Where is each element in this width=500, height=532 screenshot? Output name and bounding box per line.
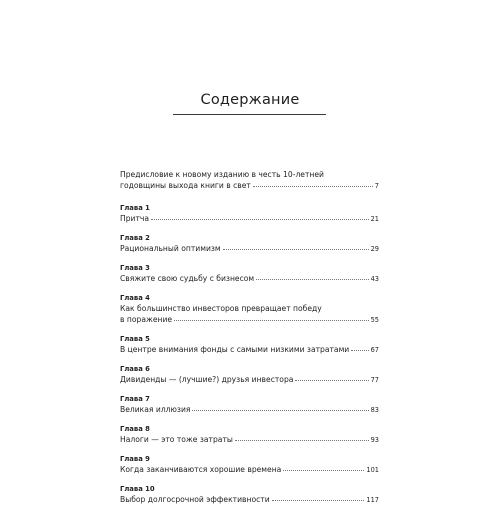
page-number: 21 [370,215,379,223]
chapter-title-line [120,273,379,285]
chapter-title-line-1: Как большинство инвесторов превращает победу [120,304,322,313]
chapter-label: Глава 5 [120,335,150,343]
chapter-title-line [120,374,379,386]
toc-entry-chapter-10[interactable] [120,484,379,506]
page-number: 29 [370,245,379,253]
chapter-label: Глава 6 [120,365,150,373]
page-number: 67 [370,346,379,354]
toc-entry-chapter-6[interactable] [120,364,379,386]
toc-entry-chapter-9[interactable] [120,454,379,476]
toc-entry-chapter-8[interactable] [120,424,379,446]
chapter-title-line [120,464,379,476]
page-number: 83 [370,406,379,414]
chapter-title: В центре внимания фонды с самыми низкими затратами [120,345,350,354]
page-number: 7 [374,182,379,190]
dot-leader [235,440,369,441]
chapter-label: Глава 8 [120,425,150,433]
chapter-title: Рациональный оптимизм [120,244,221,253]
dot-leader [253,186,373,187]
chapter-label: Глава 10 [120,485,155,493]
chapter-label: Глава 3 [120,264,150,272]
chapter-title-line [120,434,379,446]
page-number: 117 [366,496,379,504]
page-number: 101 [366,466,379,474]
dot-leader [272,500,365,501]
dot-leader [223,249,369,250]
chapter-title-line [120,314,379,326]
chapter-title: Свяжите свою судьбу с бизнесом [120,274,255,283]
toc-entry-chapter-1[interactable] [120,203,379,225]
preface-title-line-2 [120,180,379,192]
toc-entry-chapter-2[interactable] [120,233,379,255]
preface-title-line-1: Предисловие к новому изданию в честь 10-летней [120,170,324,179]
dot-leader [351,350,368,351]
preface-title-text: годовщины выхода книги в свет [120,181,251,190]
dot-leader [283,470,364,471]
chapter-label: Глава 7 [120,395,150,403]
dot-leader [174,320,369,321]
page-number: 43 [370,275,379,283]
chapter-title: Выбор долгосрочной эффективности [120,495,270,504]
dot-leader [151,219,369,220]
chapter-title: Великая иллюзия [120,405,191,414]
chapter-title-line [120,404,379,416]
page-number: 77 [370,376,379,384]
page-number: 93 [370,436,379,444]
page-number: 55 [370,316,379,324]
chapter-title-line [120,494,379,506]
chapter-title-line [120,344,379,356]
dot-leader [295,380,368,381]
dot-leader [192,410,368,411]
toc-entry-chapter-3[interactable] [120,263,379,285]
chapter-title: в поражение [120,315,173,324]
chapter-title-line [120,213,379,225]
chapter-title: Когда заканчиваются хорошие времена [120,465,282,474]
chapter-title: Притча [120,214,150,223]
toc-entry-chapter-7[interactable] [120,394,379,416]
chapter-label: Глава 4 [120,294,150,302]
toc-entry-chapter-4[interactable] [120,293,379,326]
dot-leader [256,279,368,280]
chapter-label: Глава 9 [120,455,150,463]
toc-entry-chapter-5[interactable] [120,334,379,356]
chapter-label: Глава 2 [120,234,150,242]
toc-entry-preface[interactable] [120,169,379,192]
table-of-contents [120,169,379,514]
page-title: Содержание [200,92,300,108]
title-underline [173,114,326,115]
chapter-label: Глава 1 [120,204,150,212]
chapter-title-line [120,243,379,255]
chapter-title: Дивиденды — (лучшие?) друзья инвестора [120,375,294,384]
chapter-title: Налоги — это тоже затраты [120,435,233,444]
